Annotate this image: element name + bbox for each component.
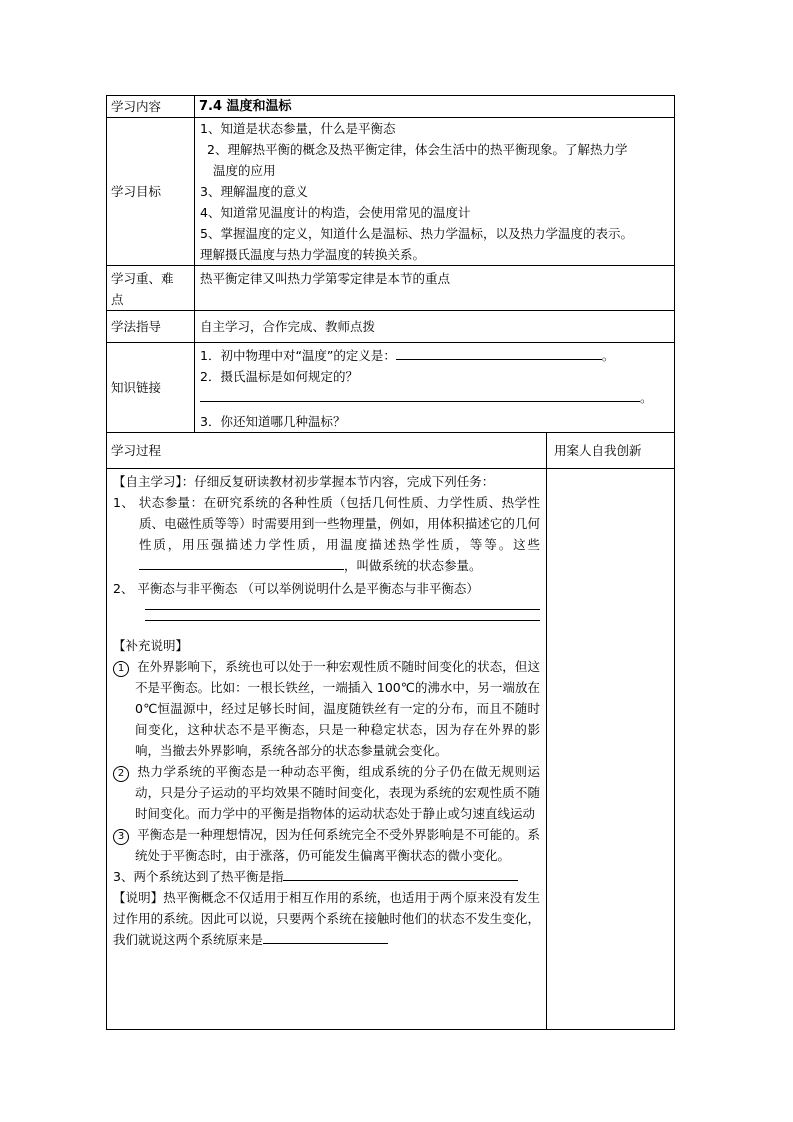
- answer-blank-state-parameters[interactable]: [139, 555, 344, 570]
- row-method: [107, 311, 675, 343]
- question-1: [200, 345, 670, 366]
- circled-number-2: 2: [113, 766, 129, 782]
- goal-3: 3、理解温度的意义: [200, 184, 308, 199]
- item-1-text: 1、 状态参量：在研究系统的各种性质（包括几何性质、力学性质、热学性质、电磁性质等等）时需要用到一些物理量，例如，用体积描述它的几何性质，用压强描述力学性质，用温度描述热学性质，等等。这些: [113, 495, 540, 552]
- answer-blank-explanation[interactable]: [263, 929, 388, 944]
- note-1: [113, 656, 540, 761]
- supplement-heading: 【补充说明】: [113, 638, 189, 653]
- answer-line-equilibrium-1[interactable]: [145, 599, 540, 610]
- goals-list: [195, 118, 675, 266]
- question-1-end: 。: [601, 348, 615, 363]
- note-3-text: 平衡态是一种理想情况，因为任何系统完全不受外界影响是不可能的。系统处于平衡态时，由于涨落，仍可能发生偏离平衡状态的微小变化。: [135, 827, 540, 863]
- goal-2: 2、理解热平衡的概念及热平衡定律，体会生活中的热平衡现象。了解热力学: [207, 142, 628, 157]
- self-study-heading: 【自主学习】：仔细反复研读教材初步掌握本节内容，完成下列任务：: [113, 474, 495, 489]
- label-method: 学法指导: [107, 311, 195, 343]
- label-knowledge-link: 知识链接: [107, 343, 195, 433]
- answer-line-2: [200, 387, 670, 408]
- item-3-text: 3、两个系统达到了热平衡是指: [113, 869, 284, 884]
- row-knowledge-link: [107, 343, 675, 433]
- row-title: [107, 96, 675, 118]
- label-study-content: 学习内容: [107, 96, 195, 118]
- question-1-text: 1．初中物理中对“温度”的定义是：: [200, 348, 396, 363]
- circled-number-1: 1: [113, 661, 129, 677]
- note-2-text: 热力学系统的平衡态是一种动态平衡，组成系统的分子仍在做无规则运动，只是分子运动的平均效果不随时间变化，表现为系统的宏观性质不随时间变化。而力学中的平衡是指物体的运动状态处于静止或匀速直线运动: [135, 764, 540, 821]
- label-goals: 学习目标: [107, 118, 195, 266]
- question-2-end: 。: [640, 390, 653, 405]
- process-content: [107, 469, 547, 1030]
- answer-blank-1[interactable]: [396, 345, 602, 360]
- note-2: [113, 761, 540, 824]
- item-equilibrium: 2、 平衡态与非平衡态 （可以举例说明什么是平衡态与非平衡态）: [113, 581, 479, 596]
- question-2: 2．摄氏温标是如何规定的？: [200, 369, 358, 384]
- goal-5: 5、掌握温度的定义，知道什么是温标、热力学温标，以及热力学温度的表示。: [200, 226, 633, 241]
- label-key-points-2: 点: [111, 292, 124, 307]
- label-process: 学习过程: [107, 433, 547, 469]
- note-3: [113, 824, 540, 866]
- goal-1: 1、知道是状态参量，什么是平衡态: [200, 121, 396, 136]
- note-1-text: 在外界影响下，系统也可以处于一种宏观性质不随时间变化的状态，但这不是平衡态。比如：一根长铁丝，一端插入 100℃的沸水中，另一端放在 0℃恒温源中，经过足够长时间，温度随铁丝有一定的分布，而且不随时间变化，这种状态不是平衡态，只是一种稳定状态，因为存在外界的影响，当撤去外界影响，系统各部分的状态参量就会变化。: [135, 659, 540, 758]
- row-goals: [107, 118, 675, 266]
- goal-4: 4、知道常见温度计的构造，会使用常见的温度计: [200, 205, 471, 220]
- self-innovation-area[interactable]: [547, 469, 675, 1030]
- goal-5-cont: 理解摄氏温度与热力学温度的转换关系。: [200, 247, 426, 262]
- label-self-innovation: 用案人自我创新: [547, 433, 675, 469]
- knowledge-link-questions: [195, 343, 675, 433]
- circled-number-3: 3: [113, 829, 129, 845]
- item-state-parameters: [113, 492, 540, 576]
- item-1-text-end: ，叫做系统的状态参量。: [344, 558, 482, 573]
- method-text: 自主学习，合作完成、教师点拨: [195, 311, 675, 343]
- item-thermal-equilibrium: [113, 866, 540, 887]
- question-3: 3．你还知道哪几种温标？: [200, 414, 346, 429]
- goal-2-cont: 温度的应用: [213, 163, 276, 178]
- answer-line-equilibrium-2[interactable]: [145, 610, 540, 621]
- lesson-table: [106, 95, 675, 1030]
- explanation: [113, 887, 540, 950]
- worksheet: [106, 95, 674, 1030]
- explanation-text: 【说明】热平衡概念不仅适用于相互作用的系统，也适用于两个原来没有发生过作用的系统。因此可以说，只要两个系统在接触时他们的状态不发生变化，我们就说这两个系统原来是: [113, 890, 540, 947]
- answer-blank-thermal-equilibrium[interactable]: [283, 866, 518, 881]
- row-process-header: [107, 433, 675, 469]
- answer-blank-2[interactable]: [200, 387, 640, 402]
- key-points-text: 热平衡定律又叫热力学第零定律是本节的重点: [195, 266, 675, 311]
- label-key-points-1: 学习重、难: [111, 271, 174, 286]
- row-process-content: [107, 469, 675, 1030]
- lesson-title: 7.4 温度和温标: [195, 96, 675, 118]
- label-key-points: [107, 266, 195, 311]
- row-key-points: [107, 266, 675, 311]
